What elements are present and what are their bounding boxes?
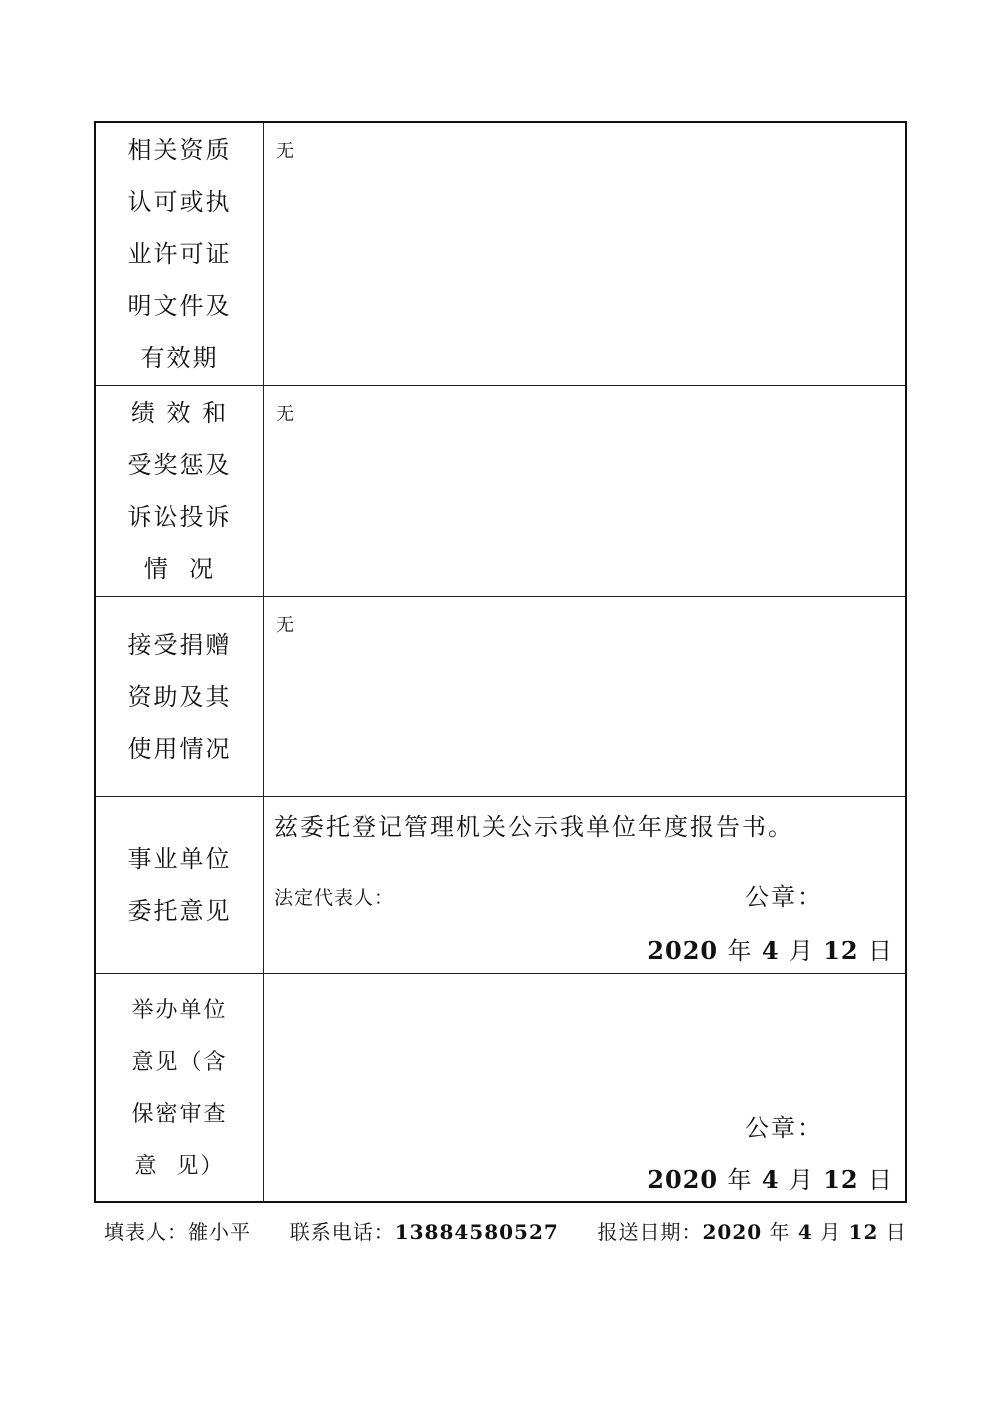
- seal-label: 公章：: [745, 1114, 823, 1142]
- date-day-unit: 日: [868, 1166, 893, 1194]
- label-line: 委托意见: [127, 897, 232, 925]
- year-unit: 年: [769, 1220, 791, 1244]
- label-line: 相关资质: [127, 136, 232, 164]
- label-line: 保密审查: [131, 1101, 228, 1127]
- footer: [104, 1216, 907, 1245]
- label-line: 意 见）: [134, 1153, 225, 1179]
- date-year: 2020: [647, 1165, 719, 1194]
- label-line: 认可或执: [127, 188, 232, 216]
- qualification-label: [96, 123, 264, 385]
- label-line: 举办单位: [131, 997, 228, 1023]
- entrust-statement: 兹委托登记管理机关公示我单位年度报告书。: [274, 813, 794, 841]
- phone-label: 联系电话：: [289, 1220, 395, 1244]
- label-line: 事业单位: [127, 845, 232, 873]
- qualification-value: 无: [276, 141, 294, 162]
- date-month-unit: 月: [788, 1166, 814, 1194]
- performance-content: [264, 386, 905, 596]
- label-line: 情 况: [143, 555, 216, 583]
- report-year: 2020: [702, 1220, 763, 1244]
- entrust-content: [264, 797, 905, 973]
- date-month: 4: [761, 1165, 780, 1194]
- sponsor-label: [96, 974, 264, 1203]
- label-line: 业许可证: [127, 240, 232, 268]
- performance-value: 无: [276, 404, 294, 425]
- label-line: 绩 效 和: [130, 399, 229, 427]
- label-line: 意见（含: [131, 1049, 228, 1075]
- label-line: 有效期: [140, 344, 219, 372]
- qualification-row: [96, 123, 905, 386]
- date-month-unit: 月: [788, 937, 814, 965]
- month-unit: 月: [820, 1220, 842, 1244]
- report-date-label: 报送日期：: [597, 1220, 703, 1244]
- donation-label: [96, 597, 264, 796]
- performance-row: [96, 386, 905, 597]
- report-day: 12: [848, 1220, 879, 1244]
- date-day: 12: [823, 1165, 859, 1194]
- entrust-label: [96, 797, 264, 973]
- filler-name: 雒小平: [188, 1220, 251, 1244]
- label-line: 受奖惩及: [127, 451, 232, 479]
- qualification-content: [264, 123, 905, 385]
- label-line: 明文件及: [127, 292, 232, 320]
- label-line: 使用情况: [127, 734, 232, 763]
- label-line: 诉讼投诉: [127, 503, 232, 531]
- date-year-unit: 年: [727, 937, 753, 965]
- seal-label: 公章：: [745, 883, 823, 911]
- report-month: 4: [797, 1220, 813, 1244]
- donation-value: 无: [276, 615, 294, 636]
- filler-label: 填表人：: [104, 1220, 188, 1244]
- sponsor-date: [647, 1160, 893, 1195]
- date-day: 12: [823, 936, 859, 965]
- date-day-unit: 日: [868, 937, 893, 965]
- legal-representative-label: 法定代表人：: [274, 887, 395, 909]
- date-month: 4: [761, 936, 780, 965]
- phone-number: 13884580527: [394, 1220, 559, 1244]
- label-line: 资助及其: [127, 682, 232, 711]
- donation-row: [96, 597, 905, 797]
- date-year: 2020: [647, 936, 719, 965]
- entrust-date: [647, 931, 893, 966]
- entrust-row: [96, 797, 905, 974]
- sponsor-row: [96, 974, 905, 1203]
- report-table: [94, 121, 907, 1203]
- performance-label: [96, 386, 264, 596]
- day-unit: 日: [885, 1220, 907, 1244]
- donation-content: [264, 597, 905, 796]
- label-line: 接受捐赠: [127, 630, 232, 659]
- sponsor-content: [264, 974, 905, 1203]
- date-year-unit: 年: [727, 1166, 753, 1194]
